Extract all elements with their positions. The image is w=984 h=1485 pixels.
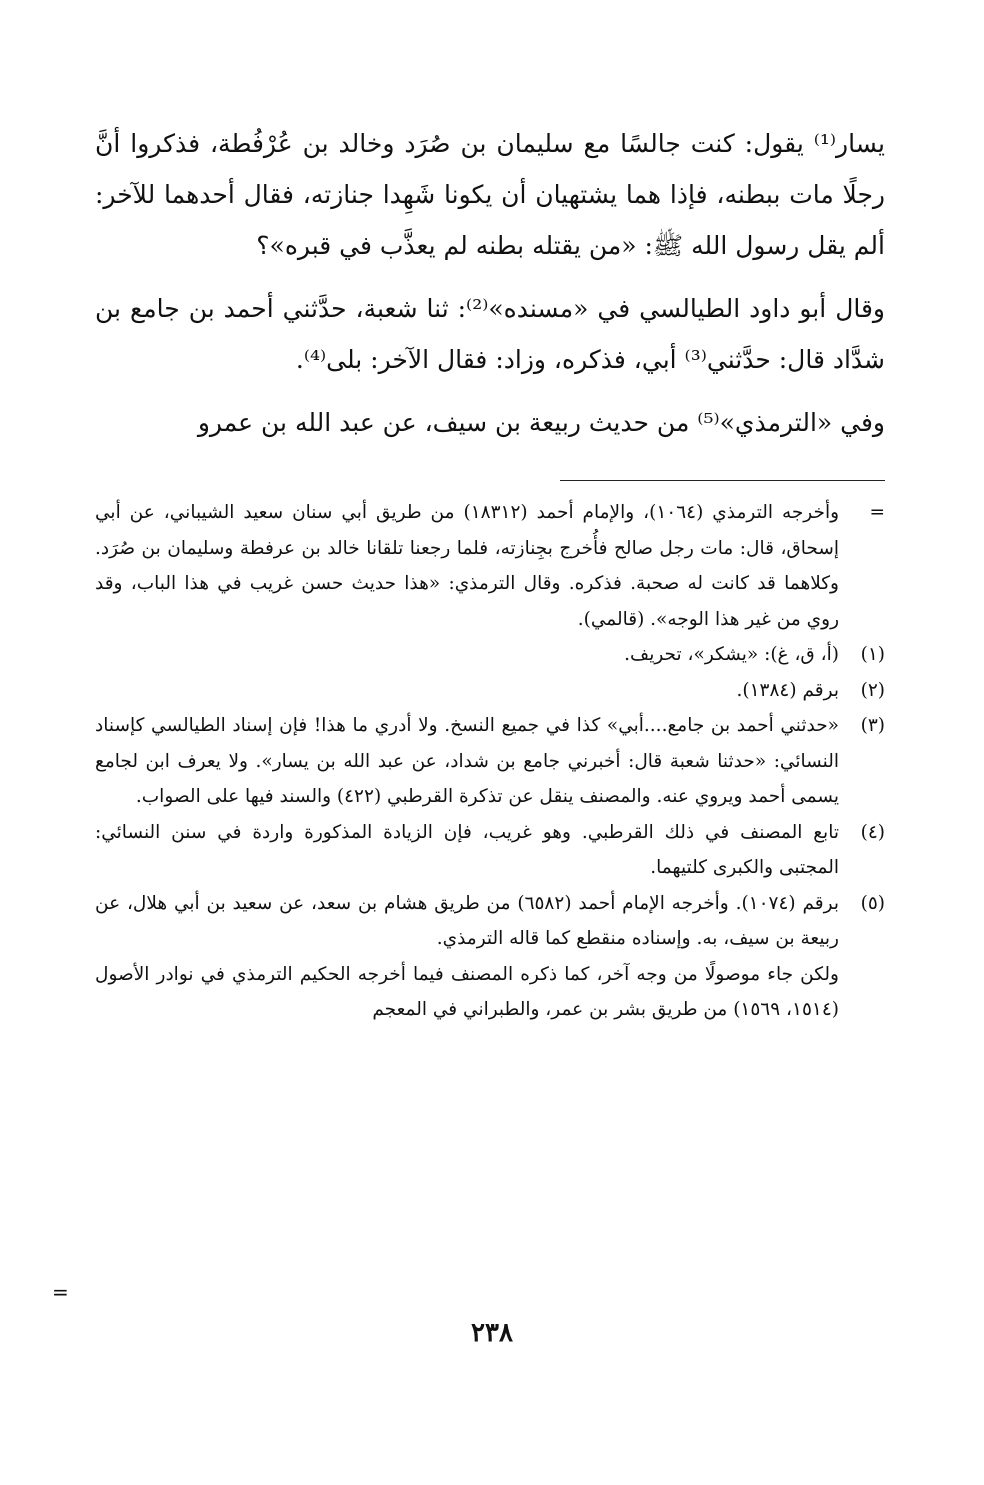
footnote-text [95,708,839,815]
footnote-text [95,815,839,886]
footnote-paragraph: تابع المصنف في ذلك القرطبي. وهو غريب، فإن الزيادة المذكورة واردة في سنن النسائي: المجتبى والكبرى كلتيهما. [95,821,839,878]
footnote-paragraph: ولكن جاء موصولًا من وجه آخر، كما ذكره المصنف فيما أخرجه الحكيم الترمذي في نوادر الأصول (١٥١٤، ١٥٦٩) من طريق بشر بن عمر، والطبراني في المعجم [95,963,839,1020]
footnote-text [95,886,839,1028]
footnote-1 [95,637,885,673]
footnote-paragraph: برقم (١٠٧٤). وأخرجه الإمام أحمد (٦٥٨٢) من طريق هشام بن سعد، عن سعيد بن أبي هلال، عن ربيعة بن سيف، به. وإسناده منقطع كما قاله الترمذي. [95,892,839,949]
main-paragraph-3: وفي «الترمذي»⁽⁵⁾ من حديث ربيعة بن سيف، عن عبد الله بن عمرو [197,408,885,437]
page-number: ٢٣٨ [471,1318,513,1348]
footnote-marker: (٤) [860,821,885,843]
main-paragraph-1: يسار⁽¹⁾ يقول: كنت جالسًا مع سليمان بن صُرَد وخالد بن عُرْفُطة، فذكروا أنَّ رجلًا مات ببطنه، فإذا هما يشتهيان أن يكونا شَهِدا جنازته، فقال أحدهما للآخر: ألم يقل رسول الله ﷺ: «من يقتله بطنه لم يعذَّب في قبره»؟ [95,129,885,260]
footnote-paragraph: برقم (١٣٨٤). [736,679,839,701]
footnote-marker: (٢) [860,679,885,701]
footnote-paragraph: وأخرجه الترمذي (١٠٦٤)، والإمام أحمد (١٨٣١٢) من طريق أبي سنان سعيد الشيباني، عن أبي إسحاق، قال: مات رجل صالح فأُخرج بجِنازته، فلما رجعنا تلقانا خالد بن عرفطة وسليمان بن صُرَد. وكلاهما قد كانت له صحبة. فذكره. وقال الترمذي: «هذا حديث حسن غريب في هذا الباب، وقد روي من غير هذا الوجه». (قالمي). [95,502,840,630]
footnote-text [95,637,839,673]
footnote-separator [560,480,885,481]
main-text [95,118,885,448]
footnote-4 [95,815,885,886]
footnote-marker: (٥) [860,892,885,914]
footnote-text [95,495,839,637]
continuation-mark: = [52,1280,69,1304]
footnote-2 [95,673,885,709]
footnotes [95,495,885,1028]
footnote-5 [95,886,885,1028]
footnote-paragraph: (أ، ق، غ): «يشكر»، تحريف. [624,644,839,665]
main-paragraph-2: وقال أبو داود الطيالسي في «مسنده»⁽²⁾: ثنا شعبة، حدَّثني أحمد بن جامع بن شدَّاد قال: حدَّثني⁽³⁾ أبي، فذكره، وزاد: فقال الآخر: بلى⁽⁴⁾. [95,294,885,374]
footnote-marker: (٣) [860,715,885,736]
page-body [95,118,885,1028]
footnote-3 [95,708,885,815]
footnote-text [95,673,839,709]
footnote-continued [95,495,885,637]
footnote-paragraph: «حدثني أحمد بن جامع....أبي» كذا في جميع النسخ. ولا أدري ما هذا! فإن إسناد الطيالسي كإسناد النسائي: «حدثنا شعبة قال: أخبرني جامع بن شداد، عن عبد الله بن يسار». ولا يعرف ابن لجامع يسمى أحمد ويروي عنه. والمصنف ينقل عن تذكرة القرطبي (٤٢٢) والسند فيها على الصواب. [95,715,839,807]
footnote-marker: (١) [860,644,885,665]
footnote-marker: = [869,502,885,523]
